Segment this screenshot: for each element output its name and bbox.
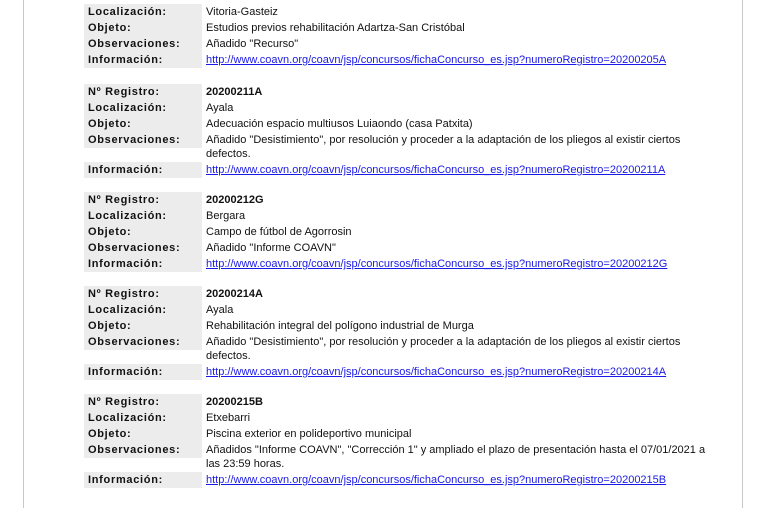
- objeto-value: Campo de fútbol de Agorrosin: [206, 226, 352, 238]
- record-observaciones-row: [84, 132, 714, 162]
- registro-value: 20200211A: [206, 86, 263, 98]
- record-objeto-row: [84, 426, 714, 442]
- localizacion-label: Localización:: [84, 208, 202, 224]
- record-20200211A: [84, 84, 714, 178]
- informacion-label: Información:: [84, 52, 202, 68]
- objeto-value: Estudios previos rehabilitación Adartza-San Cristóbal: [206, 22, 465, 34]
- record-observaciones-row: [84, 442, 714, 472]
- localizacion-label: Localización:: [84, 302, 202, 318]
- informacion-value: [202, 364, 706, 380]
- registro-label: Nº Registro:: [84, 394, 202, 410]
- observaciones-value: Añadido "Desistimiento", por resolución y proceder a la adaptación de los pliegos al existir ciertos defectos.: [206, 134, 681, 160]
- record-informacion-row: [84, 256, 714, 272]
- record-registro-row: [84, 286, 714, 302]
- registro-label: Nº Registro:: [84, 192, 202, 208]
- localizacion-value: Etxebarri: [206, 412, 251, 424]
- record-informacion-row: [84, 52, 714, 68]
- observaciones-label: Observaciones:: [84, 334, 202, 350]
- registro-label: Nº Registro:: [84, 286, 202, 302]
- objeto-label: Objeto:: [84, 20, 202, 36]
- localizacion-value: Ayala: [206, 102, 234, 114]
- objeto-value: Adecuación espacio multiusos Luiaondo (casa Patxita): [206, 118, 473, 130]
- record-localizacion-row: [84, 208, 714, 224]
- informacion-label: Información:: [84, 162, 202, 178]
- record-informacion-row: [84, 364, 714, 380]
- record-observaciones-row: [84, 334, 714, 364]
- objeto-value: Piscina exterior en polideportivo municipal: [206, 428, 412, 440]
- observaciones-value: Añadido "Recurso": [206, 38, 299, 50]
- registro-value: 20200212G: [206, 194, 264, 206]
- record-localizacion-row: [84, 302, 714, 318]
- localizacion-label: Localización:: [84, 410, 202, 426]
- informacion-value: [202, 162, 706, 178]
- record-observaciones-row: [84, 240, 714, 256]
- observaciones-value: Añadido "Desistimiento", por resolución y proceder a la adaptación de los pliegos al existir ciertos defectos.: [206, 336, 681, 362]
- record-objeto-row: [84, 318, 714, 334]
- observaciones-value: Añadido "Informe COAVN": [206, 242, 336, 254]
- registro-value: 20200215B: [206, 396, 263, 408]
- localizacion-label: Localización:: [84, 4, 202, 20]
- record-informacion-row: [84, 162, 714, 178]
- record-localizacion-row: [84, 100, 714, 116]
- localizacion-value: Ayala: [206, 304, 234, 316]
- informacion-link[interactable]: http://www.coavn.org/coavn/jsp/concursos/fichaConcurso_es.jsp?numeroRegistro=20200205A: [206, 54, 667, 66]
- observaciones-label: Observaciones:: [84, 240, 202, 256]
- record-localizacion-row: [84, 410, 714, 426]
- informacion-link[interactable]: http://www.coavn.org/coavn/jsp/concursos/fichaConcurso_es.jsp?numeroRegistro=20200215B: [206, 474, 667, 486]
- objeto-label: Objeto:: [84, 318, 202, 334]
- informacion-label: Información:: [84, 256, 202, 272]
- informacion-value: [202, 472, 706, 488]
- informacion-label: Información:: [84, 472, 202, 488]
- informacion-value: [202, 256, 706, 272]
- record-registro-row: [84, 394, 714, 410]
- informacion-link[interactable]: http://www.coavn.org/coavn/jsp/concursos/fichaConcurso_es.jsp?numeroRegistro=20200211A: [206, 164, 666, 176]
- localizacion-label: Localización:: [84, 100, 202, 116]
- objeto-label: Objeto:: [84, 426, 202, 442]
- localizacion-value: Vitoria-Gasteiz: [206, 6, 278, 18]
- record-registro-row: [84, 84, 714, 100]
- registro-value: 20200214A: [206, 288, 263, 300]
- record-objeto-row: [84, 116, 714, 132]
- record-20200214A: [84, 286, 714, 380]
- record-objeto-row: [84, 224, 714, 240]
- objeto-value: Rehabilitación integral del polígono industrial de Murga: [206, 320, 474, 332]
- informacion-label: Información:: [84, 364, 202, 380]
- observaciones-label: Observaciones:: [84, 442, 202, 458]
- informacion-link[interactable]: http://www.coavn.org/coavn/jsp/concursos/fichaConcurso_es.jsp?numeroRegistro=20200214A: [206, 366, 667, 378]
- objeto-label: Objeto:: [84, 116, 202, 132]
- informacion-value: [202, 52, 706, 68]
- localizacion-value: Bergara: [206, 210, 246, 222]
- record-registro-row: [84, 192, 714, 208]
- record-observaciones-row: [84, 36, 714, 52]
- informacion-link[interactable]: http://www.coavn.org/coavn/jsp/concursos/fichaConcurso_es.jsp?numeroRegistro=20200212G: [206, 258, 668, 270]
- observaciones-label: Observaciones:: [84, 36, 202, 52]
- observaciones-label: Observaciones:: [84, 132, 202, 148]
- record-20200205A: [84, 4, 714, 68]
- record-objeto-row: [84, 20, 714, 36]
- record-20200215B: [84, 394, 714, 488]
- record-localizacion-row: [84, 4, 714, 20]
- record-informacion-row: [84, 472, 714, 488]
- observaciones-value: Añadidos "Informe COAVN", "Corrección 1" y ampliado el plazo de presentación hasta el 07/01/2021 a las 23:59 horas.: [206, 444, 706, 470]
- registro-label: Nº Registro:: [84, 84, 202, 100]
- record-20200212G: [84, 192, 714, 272]
- objeto-label: Objeto:: [84, 224, 202, 240]
